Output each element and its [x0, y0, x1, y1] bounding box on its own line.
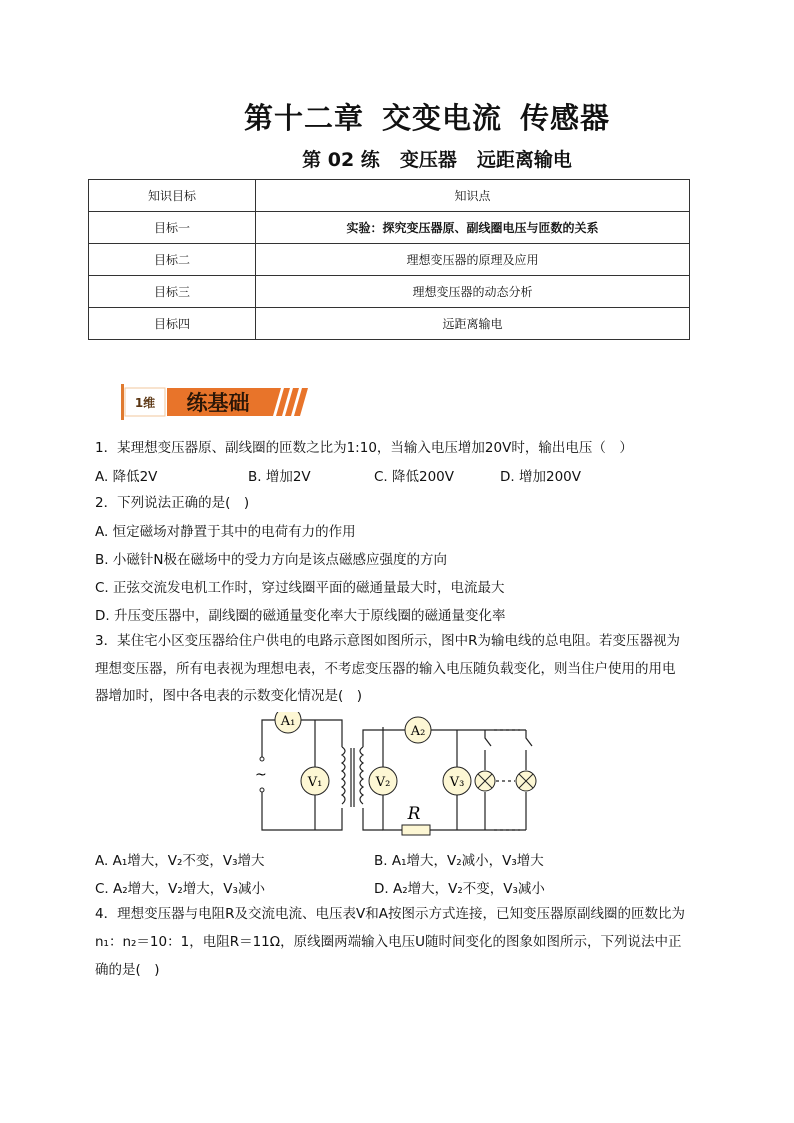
question-3-option-c: C. A₂增大，V₂增大，V₃减小 [95, 881, 265, 897]
lamp-icon [475, 771, 495, 791]
question-2-option-d: D. 升压变压器中，副线圈的磁通量变化率大于原线圈的磁通量变化率 [95, 608, 506, 624]
lesson-title [0, 145, 794, 172]
question-4-line-3: 确的是( ) [95, 962, 160, 978]
table-row [89, 308, 690, 340]
table-row [89, 244, 690, 276]
table-cell: 远距离输电 [256, 308, 690, 340]
svg-text:V₂: V₂ [375, 775, 391, 790]
svg-text:V₁: V₁ [307, 775, 323, 790]
ac-source-label: ~ [255, 767, 267, 783]
lesson-topic-a: 变压器 [399, 149, 457, 171]
question-3-option-a: A. A₁增大，V₂不变，V₃增大 [95, 853, 265, 869]
banner-edge [121, 384, 124, 420]
resistor-label: R [407, 804, 421, 824]
question-4-line-2: n₁：n₂＝10：1，电阻R＝11Ω，原线圈两端输入电压U随时间变化的图象如图所示，下列说法中正 [95, 934, 682, 950]
question-4-line-1: 4．理想变压器与电阻R及交流电流、电压表V和A按图示方式连接，已知变压器原副线圈的匝数比为 [95, 906, 685, 922]
table-row [89, 212, 690, 244]
banner-label: 练基础 [186, 391, 250, 415]
svg-text:V₃: V₃ [449, 775, 465, 790]
table-cell: 目标一 [89, 212, 256, 244]
lesson-number: 第 02 练 [302, 149, 380, 171]
question-1-option-b: B. 增加2V [248, 469, 311, 485]
chapter-part2: 传感器 [520, 101, 611, 135]
chapter-title [0, 96, 794, 137]
svg-text:A₁: A₁ [280, 714, 296, 729]
table-row [89, 276, 690, 308]
question-3-option-d: D. A₂增大，V₂不变，V₃减小 [374, 881, 545, 897]
circuit-diagram [250, 712, 550, 837]
question-2-option-c: C. 正弦交流发电机工作时，穿过线圈平面的磁通量最大时，电流最大 [95, 580, 505, 596]
question-3-option-b: B. A₁增大，V₂减小，V₃增大 [374, 853, 544, 869]
goals-table [88, 179, 690, 340]
lesson-topic-b: 远距离输电 [476, 149, 572, 171]
table-cell: 理想变压器的原理及应用 [256, 244, 690, 276]
table-header-point: 知识点 [256, 180, 690, 212]
question-1-option-a: A. 降低2V [95, 469, 158, 485]
table-cell: 目标二 [89, 244, 256, 276]
section-banner [121, 380, 311, 424]
svg-text:A₂: A₂ [410, 724, 426, 739]
question-2-text: 2．下列说法正确的是( ) [95, 495, 250, 511]
question-2-option-a: A. 恒定磁场对静置于其中的电荷有力的作用 [95, 524, 356, 540]
question-3-line-1: 3．某住宅小区变压器给住户供电的电路示意图如图所示，图中R为输电线的总电阻。若变压器视为 [95, 633, 680, 649]
table-cell: 目标四 [89, 308, 256, 340]
question-3-line-2: 理想变压器，所有电表视为理想电表，不考虑变压器的输入电压随负载变化，则当住户使用的用电 [95, 661, 676, 677]
table-cell: 实验：探究变压器原、副线圈电压与匝数的关系 [256, 212, 690, 244]
question-1-option-d: D. 增加200V [500, 469, 581, 485]
question-3-line-3: 器增加时，图中各电表的示数变化情况是( ) [95, 688, 363, 704]
question-1-option-c: C. 降低200V [374, 469, 455, 485]
question-2-option-b: B. 小磁针N极在磁场中的受力方向是该点磁感应强度的方向 [95, 552, 447, 568]
chapter-part1: 交变电流 [381, 101, 502, 135]
table-header-goal: 知识目标 [89, 180, 256, 212]
resistor-r [402, 825, 430, 835]
table-cell: 目标三 [89, 276, 256, 308]
table-header-row [89, 180, 690, 212]
chapter-number: 第十二章 [243, 101, 364, 135]
banner-tag: 1维 [134, 396, 156, 410]
question-1-text: 1．某理想变压器原、副线圈的匝数之比为1:10，当输入电压增加20V时，输出电压（ ） [95, 440, 633, 456]
lamp-icon [516, 771, 536, 791]
table-cell: 理想变压器的动态分析 [256, 276, 690, 308]
